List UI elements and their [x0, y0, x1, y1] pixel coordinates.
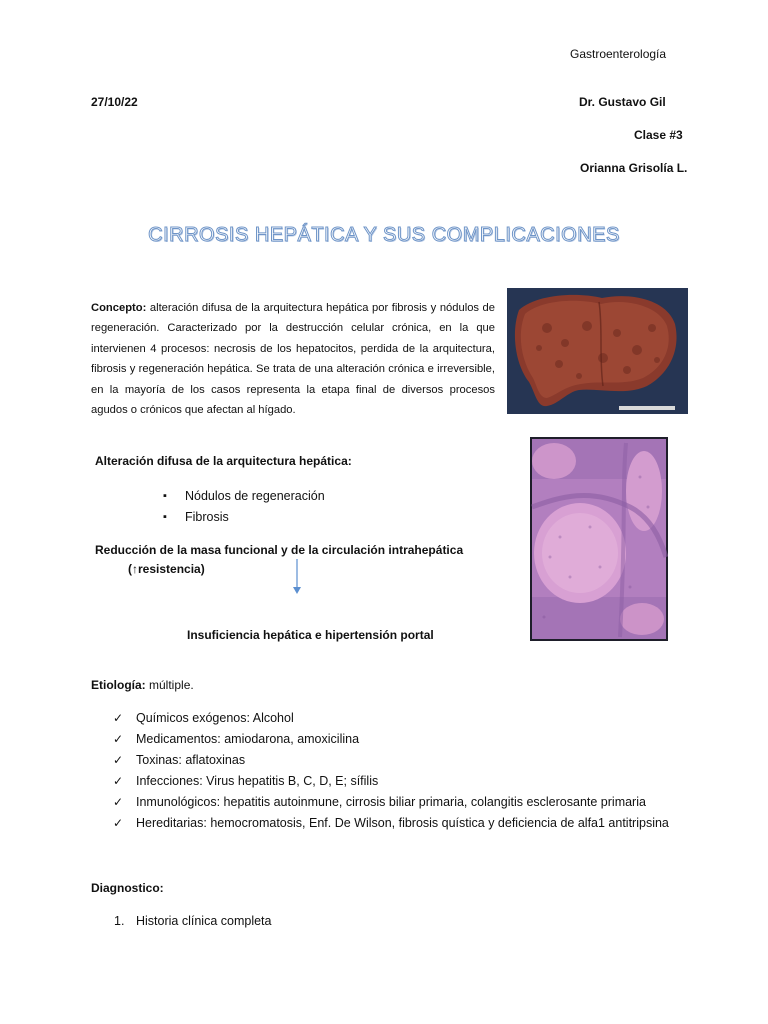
diagnosis-item-number: 1. — [114, 914, 125, 928]
liver-histology-photo — [530, 437, 668, 641]
department-label: Gastroenterología — [570, 47, 667, 61]
etiology-value: múltiple. — [149, 678, 194, 692]
list-item: ▪ Fibrosis — [163, 507, 325, 528]
diagnosis-item-text: Historia clínica completa — [136, 914, 272, 928]
alteration-heading: Alteración difusa de la arquitectura hepática: — [95, 454, 352, 468]
concept-paragraph — [91, 298, 495, 420]
list-item: ✓ Hereditarias: hemocromatosis, Enf. De Wilson, fibrosis quística y deficiencia de alfa1 antitripsina — [113, 813, 669, 834]
cirrhotic-liver-photo — [507, 288, 688, 414]
author-name: Orianna Grisolía L. — [580, 161, 688, 175]
list-item: ✓ Infecciones: Virus hepatitis B, C, D, E; sífilis — [113, 771, 669, 792]
list-item: ✓ Medicamentos: amiodarona, amoxicilina — [113, 729, 669, 750]
class-number: Clase #3 — [634, 128, 683, 142]
etiology-label: Etiología: — [91, 678, 146, 692]
down-arrow-icon — [293, 559, 301, 595]
concept-label: Concepto: — [91, 302, 147, 314]
reduction-text-line1: Reducción de la masa funcional y de la circulación intrahepática — [95, 543, 464, 557]
doctor-name: Dr. Gustavo Gil — [579, 95, 666, 109]
etiology-list — [113, 708, 669, 834]
list-item: ▪ Nódulos de regeneración — [163, 486, 325, 507]
list-item: ✓ Inmunológicos: hepatitis autoinmune, cirrosis biliar primaria, colangitis esclerosante primaria — [113, 792, 669, 813]
alteration-list — [163, 486, 325, 528]
concept-text: alteración difusa de la arquitectura hepática por fibrosis y nódulos de regeneración. Caracterizado por la destrucción celular crónica, en la que intervienen 4 procesos: necrosis de los hepatocitos, perdida de la arquitectura, fibrosis y regeneración hepática. Se trata de una alteración crónica e irreversible, en la mayoría de los casos representa la etapa final de diversos procesos agudos o crónicos que afectan al hígado. — [91, 302, 495, 417]
page-title: CIRROSIS HEPÁTICA Y SUS COMPLICACIONES — [148, 224, 620, 246]
etiology-line — [91, 677, 194, 693]
document-date: 27/10/22 — [91, 95, 138, 109]
list-item: ✓ Toxinas: aflatoxinas — [113, 750, 669, 771]
consequence-text: Insuficiencia hepática e hipertensión portal — [187, 628, 434, 642]
reduction-text-line2: (↑resistencia) — [128, 562, 205, 576]
diagnosis-heading: Diagnostico: — [91, 881, 164, 895]
list-item: ✓ Químicos exógenos: Alcohol — [113, 708, 669, 729]
